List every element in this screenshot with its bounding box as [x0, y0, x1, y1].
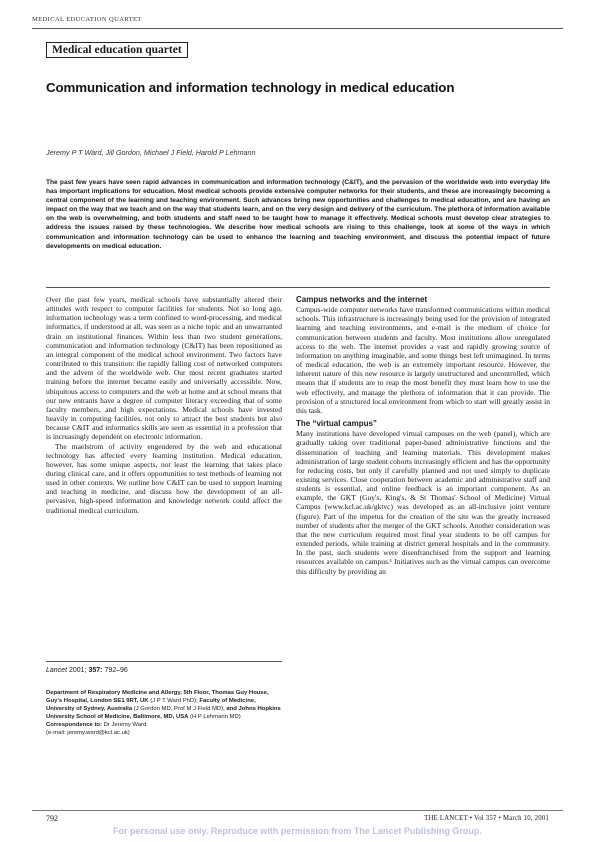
citation [46, 667, 128, 674]
journal-reference: THE LANCET • Vol 357 • March 10, 2001 [424, 815, 549, 822]
correspondence-name: Dr Jeremy Ward [103, 722, 147, 729]
citation-volume: 357: [88, 667, 103, 674]
affiliation-rule [46, 661, 282, 662]
citation-journal: Lancet [46, 667, 68, 674]
article-authors: Jeremy P T Ward, Jill Gordon, Michael J Field, Harold P Lehmann [46, 148, 256, 157]
right-column [296, 295, 550, 576]
section-heading-virtual-campus: The “virtual campus” [296, 419, 377, 429]
abstract-rule [46, 287, 550, 288]
body-paragraph: Many institutions have developed virtual campuses on the web (panel), which are gradually taking over traditional paper-based administrative functions and the dissemination of teaching and learning materials. This development makes administration of large student cohorts increasingly efficient and has the opportunity for reducing costs, but only if carefully planned and not used simply to duplicate existing services. Close cooperation between academic and administrative staff and students is essential, and online feedback is an important component. As an example, the GKT (Guy's, King's, & St Thomas' School of Medicine) Virtual Campus (www.kcl.ac.uk/gktvc) was developed as an all-inclusive joint venture (figure). Part of the impetus for the creation of the site was the greatly increased number of students after the merger of the GKT schools. Another consideration was that the new curriculum required most final year students to be off campus for extended periods, while training at district general hospitals and in the community. In the past, such students were disenfranchised from the support and learning resources available on campus.¹ Initiatives such as the virtual campus can overcome this difficulty by providing an [296, 429, 550, 576]
affiliation-1: Department of Respiratory Medicine and Allergy, 5th Floor, Thomas Guy House, Guy's Hospital, London SE1 9RT, UK [46, 690, 269, 705]
correspondence-email[interactable]: (e-mail: jeremy.ward@kcl.ac.uk) [46, 730, 130, 737]
body-paragraph: Campus-wide computer networks have transformed communications within medical schools. This infrastructure is increasingly being used for the provision of integrated learning and teaching environments, and e-mail is the medium of choice for communication between students and faculty. Most institutions allow unregulated access to the web. The internet provides a vast and rapidly growing source of information on anything imaginable, and some things best left unimagined. In terms of medical education, the web is an extremely important resource. However, the inherent nature of this new resource is largely unstructured and uncontrolled, which means that if students are to reap the most benefit they must learn how to use the web effectively, and manage the plethora of information that it can provide. The provision of a structured local environment from which to start will greatly assist in this task. [296, 305, 550, 415]
affiliation-1-note: (J P T Ward PhD); [150, 698, 198, 705]
running-header: MEDICAL EDUCATION QUARTET [32, 16, 142, 23]
section-heading-campus-networks: Campus networks and the internet [296, 295, 428, 304]
body-paragraph: The maelstrom of activity engendered by the web and educational technology has affected every learning institution. Medical education, however, has some unique aspects, not least the learning that takes place during clinical care, and it offers opportunities to test methods of learning not used in other contexts. We outline how C&IT can be used to support learning and teaching in medicine, and discuss how the development of an all-pervasive, high-speed information and knowledge network could affect the traditional medical curriculum. [46, 441, 282, 515]
affiliation-3: Johns Hopkins University School of Medicine, Baltimore, MD, USA [46, 706, 281, 721]
watermark: For personal use only. Reproduce with permission from The Lancet Publishing Group. [113, 826, 482, 836]
section-label: Medical education quartet [46, 42, 188, 58]
affiliation-2-note: (J Gordon MD, Prof M J Field MD); [133, 706, 225, 713]
body-paragraph: Over the past few years, medical schools have substantially altered their attitudes with respect to computer facilities for students. Not so long ago, information technology was a term confined to word-processing, and medical informatics, if understood at all, was seen as a niche topic and an unwarranted drain on institutional finances. Within less than two student generations, communication and information technology (C&IT) has been repositioned as an integral component of the medical school environment. Two factors have contributed to this transition: the rapidly falling cost of networked computers and the advent of the worldwide web. Our most recent graduates started training before the internet became easily and universally accessible. Now, ubiquitous access to computers and the web at home and at school means that our new entrants have a degree of computer literacy exceeding that of some faculty members, and high expectations. Medical schools have invested heavily in computing facilities, not only to attract the best students but also because C&IT and informatics skills are seen as essential in a profession that is increasingly dependent on electronic information. [46, 295, 282, 442]
affiliation-3-prefix: and [226, 706, 237, 713]
left-column [46, 295, 282, 515]
page-number: 792 [46, 814, 58, 823]
footer-rule [32, 810, 563, 811]
affiliation-3-note: (H P Lehmann MD) [190, 714, 241, 721]
article-title: Communication and information technology in medical education [46, 80, 455, 95]
affiliations [46, 689, 282, 738]
citation-pages: 792–96 [104, 667, 128, 674]
affiliation-2: Faculty of Medicine, University of Sydney, Australia [46, 698, 256, 713]
citation-year: 2001; [68, 667, 87, 674]
header-rule [32, 28, 563, 29]
article-abstract: The past few years have seen rapid advances in communication and information technology (C&IT), and the pervasion of the worldwide web into everyday life has important implications for education. Most medical schools provide extensive computer networks for their students, and these are increasingly becoming a central component of the learning and teaching environment. Such advances bring new opportunities and challenges to medical education, and are having an impact on the way that we teach and on the way that students learn, and on the very design and delivery of the curriculum. The plethora of information available on the web is overwhelming, and both students and staff need to be taught how to manage it effectively. Medical schools must develop clear strategies to address the issues raised by these technologies. We describe how medical schools are rising to this challenge, look at some of the ways in which communication and information technology can be used to enhance the learning and teaching environment, and discuss the potential impact of future developments on medical education. [46, 179, 550, 250]
correspondence-label: Correspondence to: [46, 722, 102, 729]
